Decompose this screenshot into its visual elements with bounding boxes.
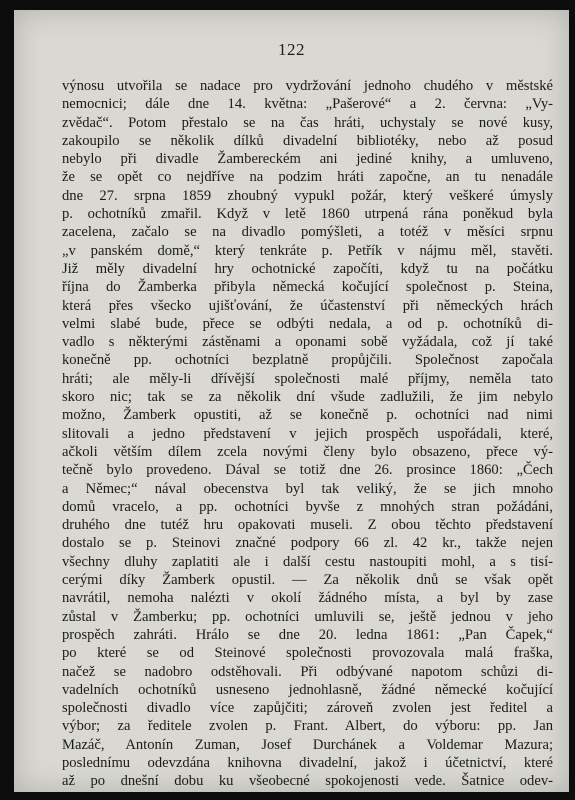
book-page xyxy=(14,10,569,792)
text-line: výbor; za ředitele zvolen p. Frant. Albert, do výboru: pp. Jan xyxy=(62,718,553,735)
text-line: konečně pp. ochotníci bezplatně propůjčili. Společnost započala xyxy=(62,352,553,369)
text-line: načež se nadobro odstěhovali. Při odbývané napotom schůzi di- xyxy=(62,663,553,680)
text-line: společnosti divadlo více zapůjčiti; zároveň zvolen jest ředitel a xyxy=(62,700,553,717)
text-line: po které se od Steinové společnosti provozovala malá fraška, xyxy=(62,645,553,662)
text-line: Již měly divadelní hry ochotnické započíti, když tu na počátku xyxy=(62,260,553,277)
text-line: poslednímu odevzdána knihovna divadelní, jakož i účetnictví, které xyxy=(62,754,553,771)
text-line: že se opět co nejdříve na podzim hráti započne, an tu nenadále xyxy=(62,169,553,186)
text-line: nemocnici; dále dne 14. května: „Pašerové“ a 2. června: „Vy- xyxy=(62,96,553,113)
text-line: „v panském domě,“ který tenkráte p. Petřík v nájmu měl, stavěti. xyxy=(62,242,553,259)
text-line: až po dnešní dobu ku všeobecné spokojenosti vede. Šatnice odev- xyxy=(62,773,553,790)
text-line: nebylo při divadle Žambereckém ani jediné knihy, a umluveno, xyxy=(62,151,553,168)
text-line: tečně bylo provedeno. Dával se totiž dne 26. prosince 1860: „Čech xyxy=(62,462,553,479)
text-line: zůstal v Žamberku; pp. ochotníci umluvili se, ještě jednou v jeho xyxy=(62,608,553,625)
text-line: cerými díky Žamberk opustil. — Za několik dnů se však opět xyxy=(62,572,553,589)
text-line: Mazáč, Antonín Zuman, Josef Durchánek a Voldemar Mazura; xyxy=(62,736,553,753)
text-line: zakoupilo se několik dílků divadelní bibliotéky, nebo až posud xyxy=(62,132,553,149)
text-line: vadlo s některými zástěnami a oponami sobě vyžádala, což jí také xyxy=(62,334,553,351)
text-line: prospěch zahráti. Hrálo se dne 20. ledna 1861: „Pan Čapek,“ xyxy=(62,626,553,643)
text-line: a Němec;“ nával obecenstva byl tak veliký, že se jich mnoho xyxy=(62,480,553,497)
text-line: zvědač“. Potom přestalo se na čas hráti, uchystaly se nové kusy, xyxy=(62,114,553,131)
text-line: navrátil, nemoha nalézti v okolí žádného místa, a byl by zase xyxy=(62,590,553,607)
text-line: zacelena, začalo se na divadlo pomýšleti, a totéž v měsíci srpnu xyxy=(62,224,553,241)
text-line: října do Žamberka přibyla německá kočující společnost p. Steina, xyxy=(62,279,553,296)
text-line: slitovali a jedno představení v jejich prospěch uspořádali, které, xyxy=(62,425,553,442)
text-line: druhého dne tutéž hru opakovati museli. Z obou těchto představení xyxy=(62,517,553,534)
text-line: p. ochotníků zmařil. Když v letě 1860 utrpená rána poněkud byla xyxy=(62,206,553,223)
text-line: možno, Žamberk opustiti, až se konečně p. ochotníci nad nimi xyxy=(62,407,553,424)
text-line: dne 27. srpna 1859 zhoubný vypukl požár, který veškeré úmysly xyxy=(62,187,553,204)
text-line: skoro nic; tak se za několik dní všude zadlužili, že jim nebylo xyxy=(62,389,553,406)
page-number: 122 xyxy=(278,40,305,59)
text-line: domů vracelo, a pp. ochotníci byvše z mnohých stran požádáni, xyxy=(62,498,553,515)
text-line: dostalo se p. Steinovi značné podpory 66 zl. 42 kr., takže nejen xyxy=(62,535,553,552)
text-line: ačkoli větším dílem zcela novými členy bylo obsazeno, přece vý- xyxy=(62,443,553,460)
text-line: vadelních ochotníků usneseno jednohlasně, žádné německé kočující xyxy=(62,681,553,698)
body-text xyxy=(62,77,553,791)
text-line: všechny dluhy zaplatiti ale i další cestu nastoupiti mohl, a s tisí- xyxy=(62,553,553,570)
text-line: velmi slabé bude, přece se odbýti nedala, a od p. ochotníků di- xyxy=(62,315,553,332)
text-line: hráti; ale měly-li dřívější společnosti malé příjmy, neměla tato xyxy=(62,370,553,387)
text-line: která přes všecko ujišťování, že účastenství při německých hrách xyxy=(62,297,553,314)
text-line: výnosu utvořila se nadace pro vydržování jednoho chudého v městské xyxy=(62,78,553,94)
